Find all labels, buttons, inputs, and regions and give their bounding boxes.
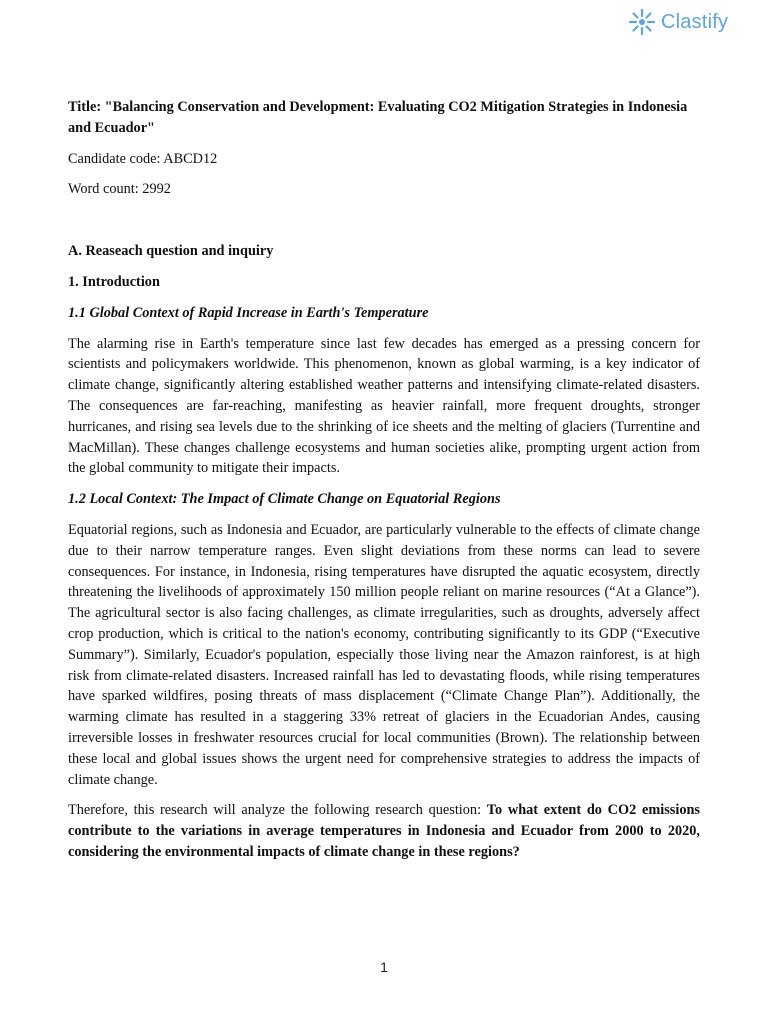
paragraph-local-context: Equatorial regions, such as Indonesia and Ecuador, are particularly vulnerable to the effects of climate change due to their narrow temperature ranges. Even slight deviations from these norms can lead to severe consequences. For instance, in Indonesia, rising temperatures have disrupted the aquatic ecosystem, directly threatening the livelihoods of approximately 150 million people reliant on marine resources (“At a Glance”). The agricultural sector is also facing challenges, as climate irregularities, such as droughts, adversely affect crop production, which is critical to the nation's economy, contributing significantly to its GDP (“Executive Summary”). Similarly, Ecuador's population, especially those living near the Amazon rainforest, is at high risk from climate-related disasters. Increased rainfall has led to devastating floods, while rising temperatures have sparked wildfires, posing threats of mass displacement (“Climate Change Plan”). Additionally, the warming climate has resulted in a staggering 33% retreat of glaciers in the Ecuadorian Andes, causing irreversible losses in freshwater resources crucial for local communities (Brown). The relationship between these local and global issues shows the urgent need for comprehensive strategies to address the impacts of climate change.	[68, 521, 700, 788]
subsection-heading-1-1: 1.1 Global Context of Rapid Increase in Earth's Temperature	[68, 304, 429, 321]
clastify-logo[interactable]	[627, 7, 728, 37]
research-question-intro: Therefore, this research will analyze the following research question:	[68, 802, 487, 819]
subsection-heading-1-2: 1.2 Local Context: The Impact of Climate Change on Equatorial Regions	[68, 491, 501, 508]
spacer	[68, 210, 700, 241]
candidate-code: Candidate code: ABCD12	[68, 150, 218, 167]
word-count: Word count: 2992	[68, 181, 171, 198]
brand-name: Clastify	[661, 10, 729, 33]
research-question-paragraph	[68, 800, 700, 862]
research-question: To what extent do CO2 emissions contribute to the variations in average temperatures in Indonesia and Ecuador from 2000 to 2020, considering the environmental impacts of climate change in these regions?	[68, 802, 700, 860]
document-body	[68, 97, 700, 873]
document-title: Title: "Balancing Conservation and Development: Evaluating CO2 Mitigation Strategies in Indonesia and Ecuador"	[68, 99, 688, 136]
paragraph-global-context: The alarming rise in Earth's temperature since last few decades has emerged as a pressing concern for scientists and policymakers worldwide. This phenomenon, known as global warming, is a key indicator of climate change, significantly altering established weather patterns and intensifying climate-related disasters. The consequences are far-reaching, manifesting as heavier rainfall, more frequent droughts, stronger hurricanes, and rising sea levels due to the shrinking of ice sheets and the melting of glaciers (Turrentine and MacMillan). These changes challenge ecosystems and human societies alike, prompting urgent action from the global community to mitigate their impacts.	[68, 335, 700, 477]
page-number: 1	[380, 959, 388, 975]
section-heading-a: A. Reaseach question and inquiry	[68, 243, 274, 260]
clastify-logo-icon	[627, 7, 657, 37]
section-heading-introduction: 1. Introduction	[68, 273, 160, 290]
